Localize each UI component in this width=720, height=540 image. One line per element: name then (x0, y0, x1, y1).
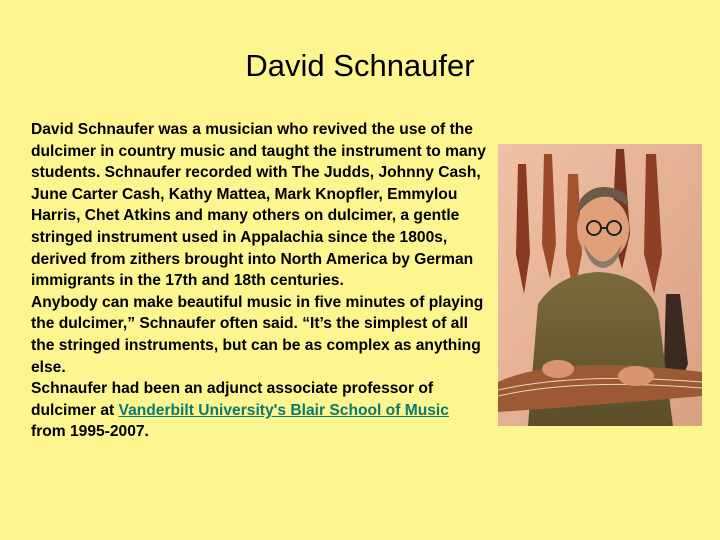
musician-photo-illustration (498, 144, 702, 426)
paragraph-quote: Anybody can make beautiful music in five minutes of playing the dulcimer,” Schnaufer often said. “It’s the simplest of all the stringed instruments, but can be as complex as anything else. (31, 293, 484, 376)
paragraph-professor (31, 378, 486, 443)
blair-school-link[interactable]: Vanderbilt University's Blair School of Music (118, 401, 449, 419)
slide-title: David Schnaufer (245, 48, 475, 83)
musician-photo (498, 144, 702, 426)
paragraph-professor-text: Schnaufer had been an adjunct associate professor of dulcimer at (31, 380, 434, 419)
slide-body (31, 119, 486, 443)
paragraph-bio: David Schnaufer was a musician who revived the use of the dulcimer in country music and taught the instrument to many students. Schnaufer recorded with The Judds, Johnny Cash, June Carter Cash, Kathy Mattea, Mark Knopfler, Emmylou Harris, Chet Atkins and many others on dulcimer, a gentle stringed instrument used in Appalachia since the 1800s, derived from zithers brought into North America by German immigrants in the 17th and 18th centuries. (31, 121, 486, 290)
paragraph-professor-tail: from 1995-2007. (31, 423, 149, 441)
